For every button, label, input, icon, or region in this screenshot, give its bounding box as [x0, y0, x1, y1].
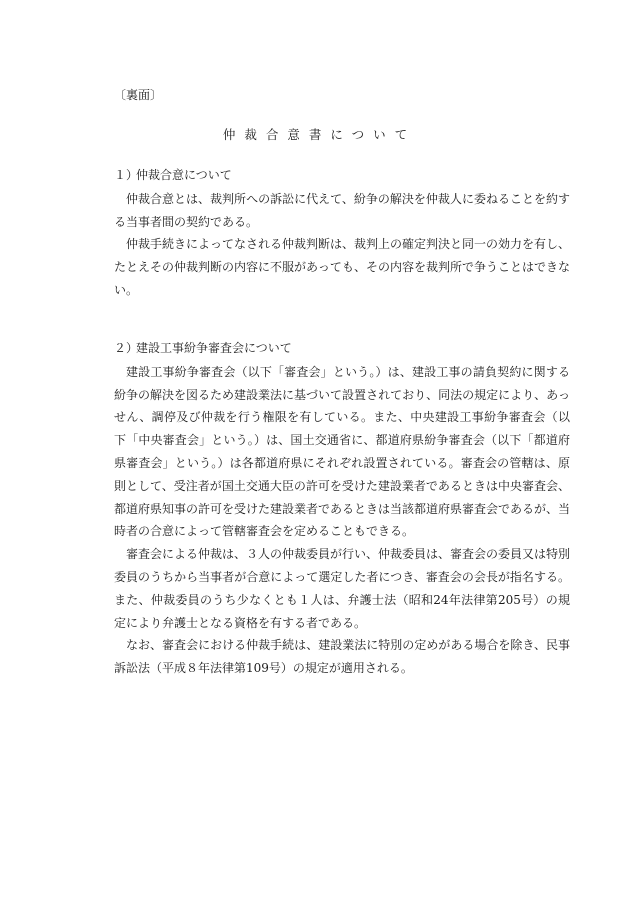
- reverse-side-label: 〔裏面〕: [114, 88, 163, 102]
- section-number: １）: [114, 168, 139, 182]
- paragraph: なお、審査会における仲裁手続は、建設業法に特別の定めがある場合を除き、民事訴訟法（平成８年法律第109号）の規定が適用される。: [114, 638, 570, 676]
- paragraph: 仲裁手続きによってなされる仲裁判断は、裁判上の確定判決と同一の効力を有し、たとえその仲裁判断の内容に不服があっても、その内容を裁判所で争うことはできない。: [114, 237, 571, 297]
- paragraph: 仲裁合意とは、裁判所への訴訟に代えて、紛争の解決を仲裁人に委ねることを約する当事者間の契約である。: [114, 191, 570, 229]
- paragraph: 審査会による仲裁は、３人の仲裁委員が行い、仲裁委員は、審査会の委員又は特別委員のうちから当事者が合意によって選定した者につき、審査会の会長が指名する。また、仲裁委員のうち少なくとも１人は、弁護士法（昭和24年法律第205号）の規定により弁護士となる資格を有する者である。: [114, 547, 571, 630]
- section-heading-text: 建設工事紛争審査会について: [136, 341, 292, 355]
- section-arbitration-agreement: [114, 164, 570, 302]
- section-heading-text: 仲裁合意について: [136, 168, 232, 182]
- paragraph: 建設工事紛争審査会（以下「審査会」という。）は、建設工事の請負契約に関する紛争の解決を図るため建設業法に基づいて設置されており、同法の規定により、あっせん、調停及び仲裁を行う権限を有している。また、中央建設工事紛争審査会（以下「中央審査会」という。）は、国土交通省に、都道府県紛争審査会（以下「都道府県審査会」という。）は各都道府県にそれぞれ設置されている。審査会の管轄は、原則として、受注者が国土交通大臣の許可を受けた建設業者であるときは中央審査会、都道府県知事の許可を受けた建設業者であるときは当該都道府県審査会であるが、当時者の合意によって管轄審査会を定めることもできる。: [114, 364, 571, 539]
- section-heading: [114, 164, 570, 187]
- section-number: ２）: [114, 341, 139, 355]
- document-title: 仲裁合意書について: [222, 127, 417, 142]
- section-heading: [114, 337, 570, 360]
- section-dispute-committee: [114, 337, 570, 680]
